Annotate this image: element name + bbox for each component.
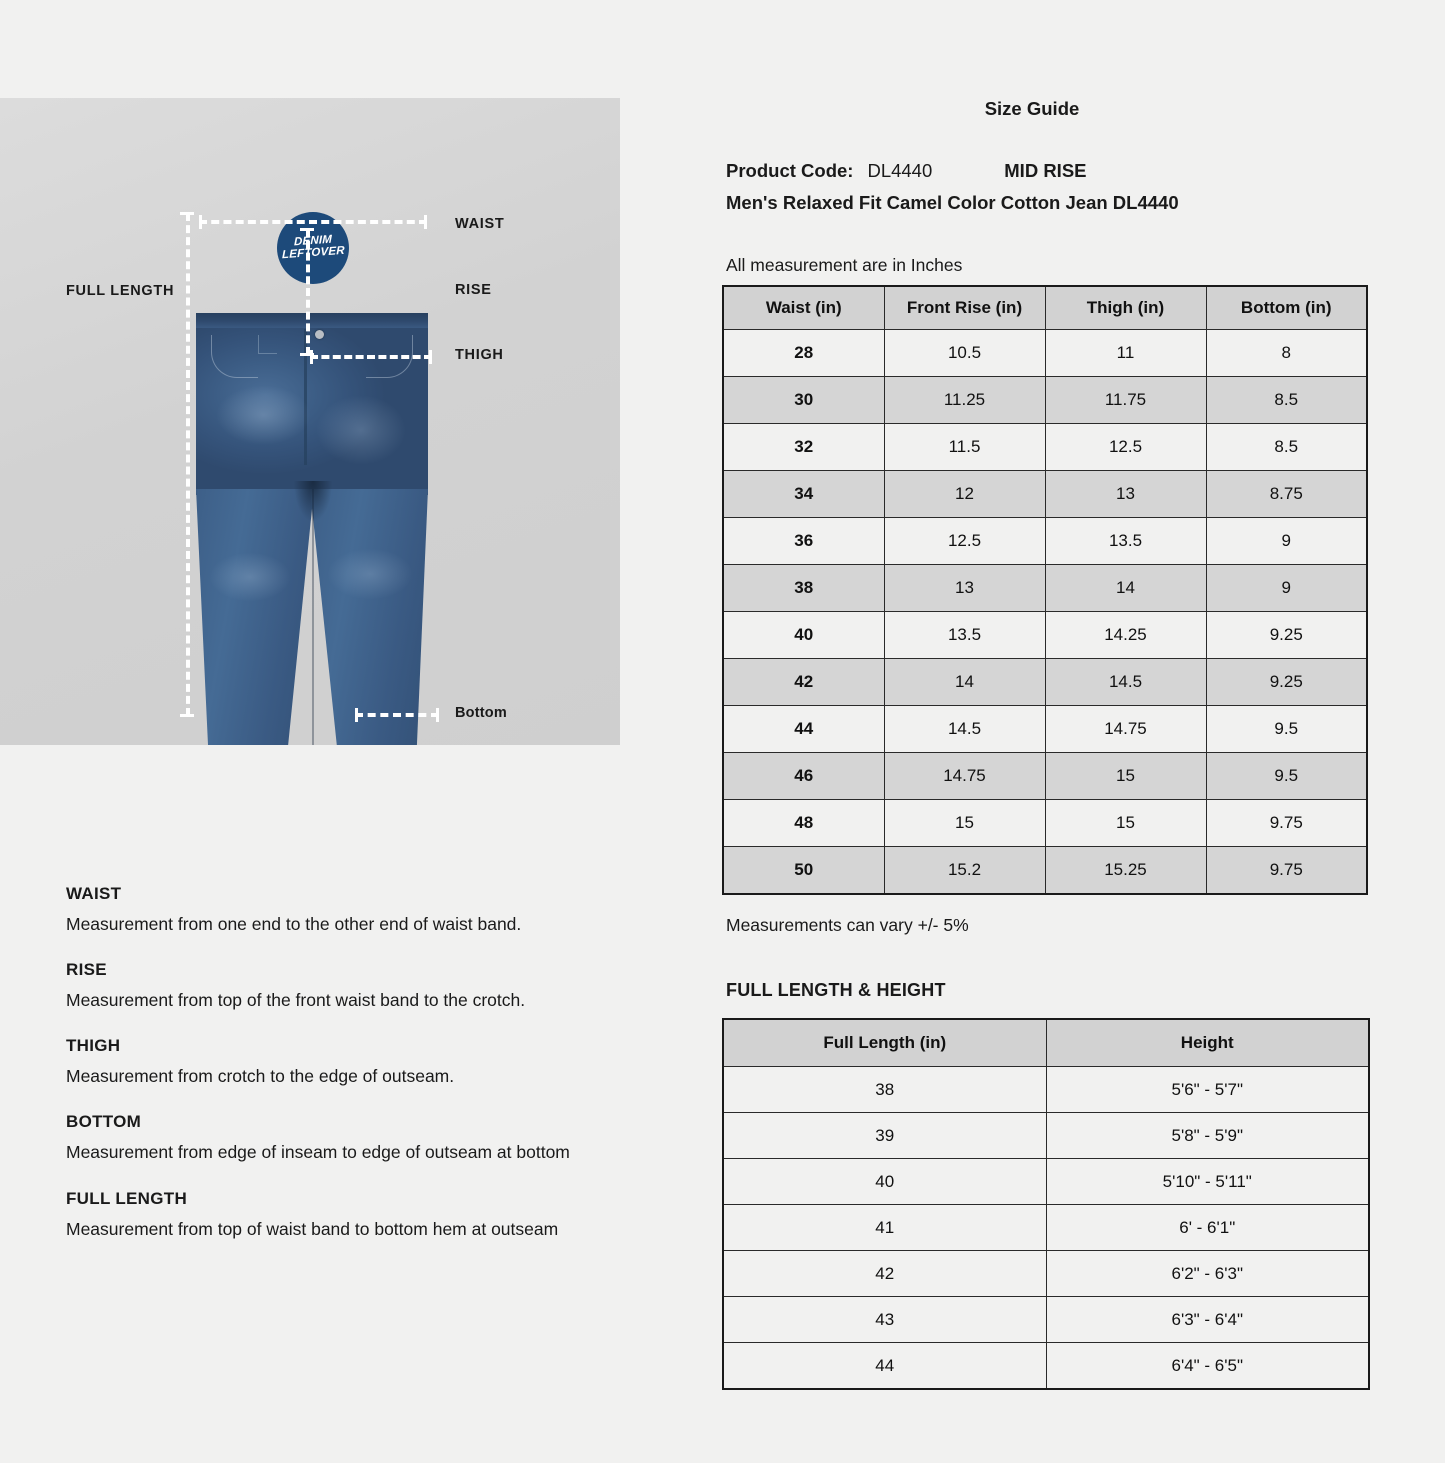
cell-waist-size: 50 — [723, 847, 884, 895]
table-row — [723, 753, 1367, 800]
cell-waist-size: 28 — [723, 330, 884, 377]
table-row — [723, 565, 1367, 612]
product-code-value: DL4440 — [867, 160, 933, 181]
variance-note: Measurements can vary +/- 5% — [726, 915, 969, 935]
jeans-button — [315, 330, 324, 339]
rise-guide-cap-top — [300, 228, 314, 231]
column-header-full-length: Full Length (in) — [723, 1019, 1046, 1067]
table-cell: 14 — [884, 659, 1045, 706]
table-row — [723, 659, 1367, 706]
jeans-knee-fade-right — [328, 549, 412, 599]
cell-height-range: 6' - 6'1" — [1046, 1205, 1369, 1251]
cell-height-range: 5'6" - 5'7" — [1046, 1067, 1369, 1113]
bottom-guide-line — [355, 713, 439, 717]
bottom-guide-cap-right — [436, 708, 439, 722]
cell-waist-size: 42 — [723, 659, 884, 706]
label-rise: RISE — [455, 282, 492, 298]
table-cell: 15 — [1045, 800, 1206, 847]
table-cell: 8.5 — [1206, 377, 1367, 424]
product-code-row — [726, 160, 1087, 182]
glossary-description: Measurement from edge of inseam to edge of outseam at bottom — [66, 1142, 570, 1163]
measurement-glossary — [66, 884, 626, 1265]
table-row — [723, 1297, 1369, 1343]
table-cell: 8 — [1206, 330, 1367, 377]
table-cell: 14.25 — [1045, 612, 1206, 659]
table-header-row — [723, 286, 1367, 330]
cell-waist-size: 38 — [723, 565, 884, 612]
table-cell: 8.75 — [1206, 471, 1367, 518]
jeans-leg-right — [310, 489, 428, 745]
table-cell: 9 — [1206, 565, 1367, 612]
glossary-term: FULL LENGTH — [66, 1188, 188, 1208]
glossary-entry-rise — [66, 960, 626, 1014]
size-measurement-table — [722, 285, 1368, 895]
column-header-height: Height — [1046, 1019, 1369, 1067]
label-bottom: Bottom — [455, 705, 507, 721]
table-row — [723, 1205, 1369, 1251]
cell-full-length: 41 — [723, 1205, 1046, 1251]
table-cell: 9.5 — [1206, 706, 1367, 753]
table-cell: 14 — [1045, 565, 1206, 612]
table-cell: 13.5 — [1045, 518, 1206, 565]
rise-guide-line — [306, 229, 310, 355]
table-cell: 14.5 — [884, 706, 1045, 753]
cell-full-length: 40 — [723, 1159, 1046, 1205]
cell-waist-size: 32 — [723, 424, 884, 471]
table-row — [723, 330, 1367, 377]
cell-waist-size: 30 — [723, 377, 884, 424]
table-row — [723, 1251, 1369, 1297]
units-note: All measurement are in Inches — [726, 255, 963, 275]
table-row — [723, 800, 1367, 847]
cell-height-range: 5'10" - 5'11" — [1046, 1159, 1369, 1205]
table-cell: 14.5 — [1045, 659, 1206, 706]
table-cell: 11.5 — [884, 424, 1045, 471]
product-code-label: Product Code: — [726, 160, 854, 181]
waist-guide-cap-right — [424, 215, 427, 229]
table-cell: 8.5 — [1206, 424, 1367, 471]
table-row — [723, 1067, 1369, 1113]
thigh-guide-cap-left — [310, 350, 313, 364]
label-thigh: THIGH — [455, 347, 504, 363]
glossary-entry-waist — [66, 884, 626, 938]
column-header-thigh: Thigh (in) — [1045, 286, 1206, 330]
rise-type-badge: MID RISE — [1004, 160, 1087, 181]
product-name: Men's Relaxed Fit Camel Color Cotton Jean DL4440 — [726, 192, 1179, 213]
jeans-inseam — [312, 489, 314, 745]
table-row — [723, 706, 1367, 753]
table-cell: 13 — [884, 565, 1045, 612]
table-cell: 13.5 — [884, 612, 1045, 659]
full-length-guide-cap-top — [180, 212, 194, 215]
thigh-guide-cap-right — [429, 350, 432, 364]
table-cell: 15 — [1045, 753, 1206, 800]
cell-height-range: 5'8" - 5'9" — [1046, 1113, 1369, 1159]
waist-guide-cap-left — [199, 215, 202, 229]
table-cell: 15.2 — [884, 847, 1045, 895]
cell-full-length: 38 — [723, 1067, 1046, 1113]
table-row — [723, 518, 1367, 565]
bottom-guide-cap-left — [355, 708, 358, 722]
label-waist: WAIST — [455, 216, 505, 232]
glossary-term: WAIST — [66, 884, 122, 903]
full-length-guide-line — [186, 213, 190, 716]
cell-full-length: 43 — [723, 1297, 1046, 1343]
table-cell: 9.25 — [1206, 659, 1367, 706]
jeans-fade-left — [216, 385, 311, 445]
glossary-term: THIGH — [66, 1036, 121, 1056]
table-cell: 11 — [1045, 330, 1206, 377]
label-full-length: FULL LENGTH — [66, 283, 175, 299]
column-header-front-rise: Front Rise (in) — [884, 286, 1045, 330]
table-cell: 9.5 — [1206, 753, 1367, 800]
jeans-coin-pocket — [258, 335, 277, 354]
jeans-leg-left — [196, 489, 314, 745]
jeans-knee-fade-left — [210, 553, 290, 601]
table-cell: 14.75 — [884, 753, 1045, 800]
cell-full-length: 44 — [723, 1343, 1046, 1390]
cell-full-length: 42 — [723, 1251, 1046, 1297]
table-row — [723, 1113, 1369, 1159]
table-cell: 12.5 — [884, 518, 1045, 565]
table-cell: 12.5 — [1045, 424, 1206, 471]
table-cell: 12 — [884, 471, 1045, 518]
table-cell: 14.75 — [1045, 706, 1206, 753]
table-cell: 9.75 — [1206, 847, 1367, 895]
glossary-entry-thigh — [66, 1036, 626, 1090]
cell-waist-size: 36 — [723, 518, 884, 565]
table-cell: 9.75 — [1206, 800, 1367, 847]
brand-logo-line1: DENIM — [293, 233, 333, 249]
cell-waist-size: 44 — [723, 706, 884, 753]
cell-waist-size: 40 — [723, 612, 884, 659]
column-header-bottom: Bottom (in) — [1206, 286, 1367, 330]
table-header-row — [723, 1019, 1369, 1067]
table-cell: 11.75 — [1045, 377, 1206, 424]
table-row — [723, 612, 1367, 659]
table-cell: 9.25 — [1206, 612, 1367, 659]
table-row — [723, 471, 1367, 518]
glossary-entry-bottom — [66, 1112, 626, 1166]
cell-waist-size: 34 — [723, 471, 884, 518]
cell-waist-size: 48 — [723, 800, 884, 847]
table-row — [723, 1343, 1369, 1390]
table-cell: 15 — [884, 800, 1045, 847]
product-image-panel — [0, 98, 620, 745]
brand-logo-line2: LEFTOVER — [281, 244, 345, 262]
table-row — [723, 424, 1367, 471]
table-cell: 15.25 — [1045, 847, 1206, 895]
glossary-description: Measurement from top of waist band to bottom hem at outseam — [66, 1218, 559, 1239]
glossary-description: Measurement from crotch to the edge of outseam. — [66, 1066, 455, 1087]
table-cell: 13 — [1045, 471, 1206, 518]
jeans-waistband — [196, 313, 428, 328]
cell-height-range: 6'4" - 6'5" — [1046, 1343, 1369, 1390]
jeans-illustration — [196, 313, 428, 745]
table-row — [723, 377, 1367, 424]
full-length-section-heading: FULL LENGTH & HEIGHT — [726, 980, 946, 1000]
glossary-term: BOTTOM — [66, 1112, 142, 1132]
table-row — [723, 847, 1367, 895]
table-cell: 11.25 — [884, 377, 1045, 424]
cell-waist-size: 46 — [723, 753, 884, 800]
cell-height-range: 6'3" - 6'4" — [1046, 1297, 1369, 1343]
table-cell: 10.5 — [884, 330, 1045, 377]
page-title: Size Guide — [984, 98, 1080, 119]
thigh-guide-line — [310, 355, 432, 359]
table-cell: 9 — [1206, 518, 1367, 565]
full-length-guide-cap-bottom — [180, 714, 194, 717]
cell-height-range: 6'2" - 6'3" — [1046, 1251, 1369, 1297]
glossary-description: Measurement from one end to the other end of waist band. — [66, 914, 522, 934]
waist-guide-line — [199, 220, 427, 224]
cell-full-length: 39 — [723, 1113, 1046, 1159]
glossary-description: Measurement from top of the front waist band to the crotch. — [66, 990, 526, 1011]
table-row — [723, 1159, 1369, 1205]
glossary-term: RISE — [66, 960, 107, 980]
jeans-fade-right — [316, 395, 406, 465]
glossary-entry-full-length — [66, 1189, 626, 1243]
full-length-height-table — [722, 1018, 1370, 1390]
column-header-waist: Waist (in) — [723, 286, 884, 330]
jeans-crotch-shadow — [294, 481, 332, 521]
